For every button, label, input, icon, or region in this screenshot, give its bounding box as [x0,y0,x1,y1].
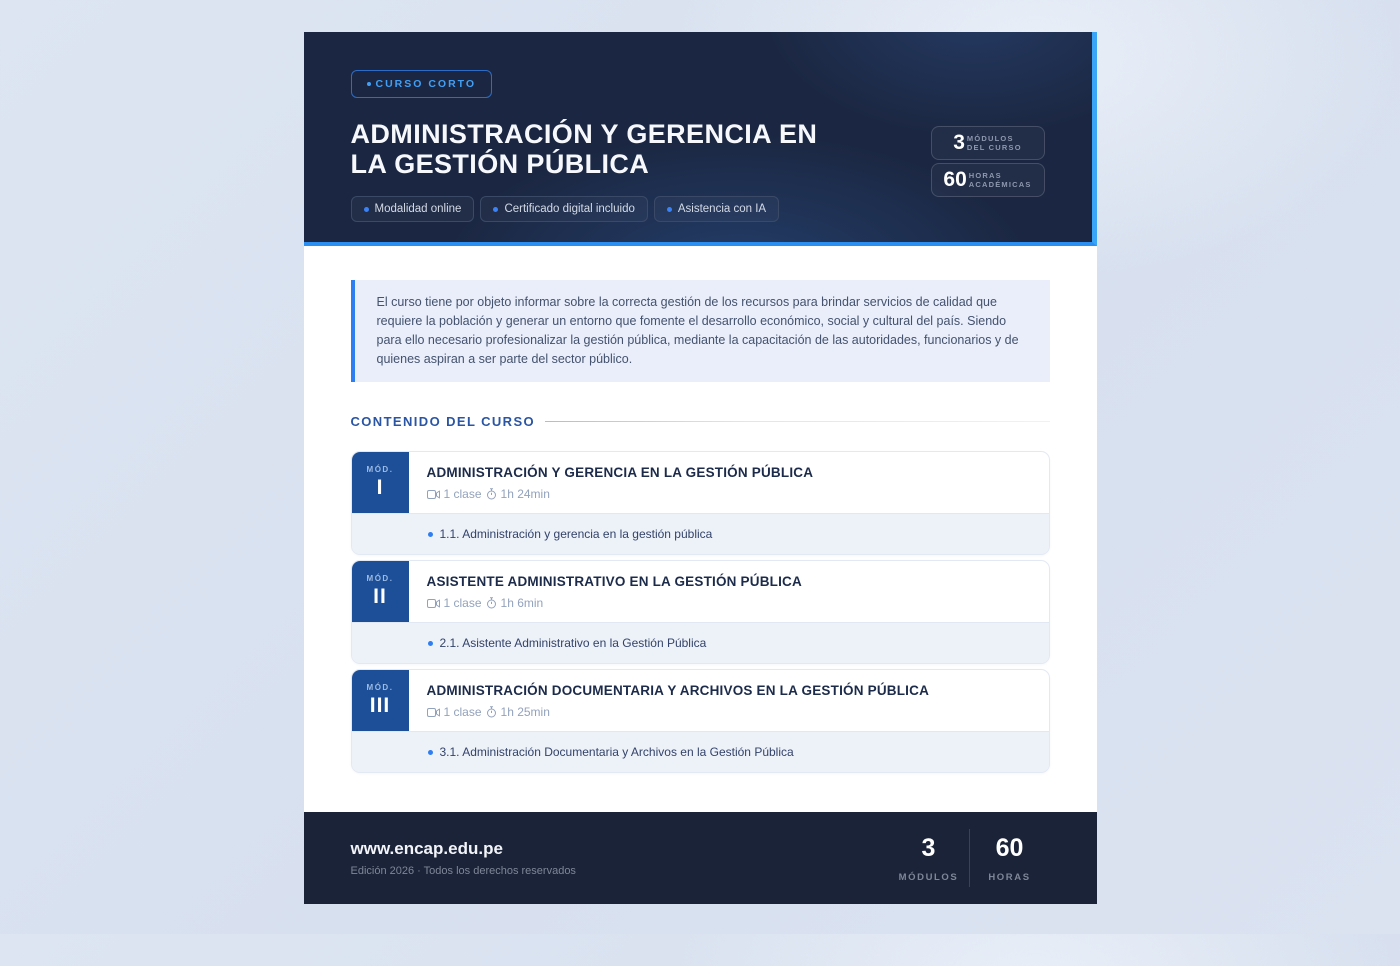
pill-asistencia [654,196,779,222]
module-2-number-badge [352,561,409,622]
stat-modules-label-line2: DEL CURSO [966,143,1022,152]
footer-stat-hours-value: 60 [995,833,1024,862]
pill-modalidad [351,196,475,222]
module-numeral: I [376,476,384,499]
course-type-badge [351,70,493,98]
footer-stat-modules-value: 3 [921,833,936,862]
pill-asistencia-label: Asistencia con IA [677,203,767,215]
pill-modalidad-label: Modalidad online [374,203,462,215]
bullet-icon [428,532,433,537]
stat-modules [931,126,1045,160]
module-2-main [409,561,820,622]
stat-hours-value: 60 [943,168,967,191]
module-2-classes [427,596,482,610]
module-label: MÓD. [366,683,394,692]
module-1-duration [486,487,550,501]
stat-hours-label-line2: ACADÉMICAS [968,180,1032,189]
page-title-line1: ADMINISTRACIÓN Y GERENCIA EN [350,119,818,149]
module-2-meta [427,596,802,610]
footer-left [351,839,576,877]
course-description: El curso tiene por objeto informar sobre la correcta gestión de los recursos para brindar servicios de calidad que requiere la población y generar un entorno que fomente el desarrollo económico, social y cultural del país. Siendo para ello necesario profesionalizar la gestión pública, mediante la capacitación de las autoridades, funcionarios y de quienes aspiran a ser parte del sector público. [351,280,1050,382]
module-1-classes-label: 1 clase [443,487,482,501]
course-type-label: CURSO CORTO [375,78,477,90]
module-numeral: III [369,694,391,717]
copyright-text: Edición 2026 · Todos los derechos reservados [350,865,576,877]
module-1-duration-label: 1h 24min [500,487,550,501]
module-3-title: ADMINISTRACIÓN DOCUMENTARIA Y ARCHIVOS EN LA GESTIÓN PÚBLICA [426,683,930,698]
module-2-duration [486,596,544,610]
module-1-lesson-label: 1.1. Administración y gerencia en la gestión pública [439,527,713,541]
module-3-duration [486,705,550,719]
bullet-icon [428,641,433,646]
section-heading-label: CONTENIDO DEL CURSO [350,414,536,429]
module-1-title: ADMINISTRACIÓN Y GERENCIA EN LA GESTIÓN PÚBLICA [426,465,814,480]
stat-hours [931,163,1045,197]
pill-certificado-label: Certificado digital incluido [504,203,635,215]
module-3-number-badge [352,670,409,731]
video-icon [427,598,440,609]
module-1-classes [427,487,482,501]
hero-stats [931,126,1045,197]
stat-hours-label-line1: HORAS [968,171,1002,180]
pill-certificado [480,196,647,222]
module-3-main [409,670,948,731]
module-3-meta [427,705,930,719]
module-3-header[interactable] [352,670,1049,731]
module-2-lesson-row[interactable] [352,622,1049,663]
hero-banner [304,32,1097,246]
feature-pills [351,196,1045,222]
module-3-classes [427,705,482,719]
site-url-link[interactable]: www.encap.edu.pe [350,839,503,858]
module-numeral: II [373,585,387,608]
module-2-classes-label: 1 clase [443,596,482,610]
heading-rule [545,421,1049,422]
stat-modules-label-line1: MÓDULOS [966,134,1014,143]
module-item-2 [351,560,1050,664]
footer-stat-modules [889,834,969,883]
bullet-icon [367,82,371,86]
video-icon [427,489,440,500]
module-item-3 [351,669,1050,773]
clock-icon [486,597,497,609]
module-label: MÓD. [366,465,394,474]
content-card [304,246,1097,812]
stat-modules-value: 3 [953,131,965,154]
module-3-lesson-row[interactable] [352,731,1049,772]
module-1-main [409,452,832,513]
module-2-duration-label: 1h 6min [500,596,544,610]
module-3-lesson-label: 3.1. Administración Documentaria y Archivos en la Gestión Pública [439,745,794,759]
module-list [351,451,1050,773]
stat-modules-label [967,134,1022,152]
page-title-line2: LA GESTIÓN PÚBLICA [350,149,650,179]
module-label: MÓD. [366,574,394,583]
footer-stat-hours-label: HORAS [988,871,1031,883]
bullet-icon [428,750,433,755]
page-column [304,32,1097,904]
module-1-header[interactable] [352,452,1049,513]
module-1-number-badge [352,452,409,513]
module-1-lesson-row[interactable] [352,513,1049,554]
footer [304,812,1097,904]
module-2-title: ASISTENTE ADMINISTRATIVO EN LA GESTIÓN PÚBLICA [426,574,802,589]
bullet-icon [493,207,498,212]
footer-stats [889,829,1050,887]
module-3-classes-label: 1 clase [443,705,482,719]
bullet-icon [667,207,672,212]
video-icon [427,707,440,718]
module-3-duration-label: 1h 25min [500,705,550,719]
footer-stat-modules-label: MÓDULOS [898,871,959,883]
clock-icon [486,706,497,718]
footer-stat-hours [970,834,1050,883]
module-item-1 [351,451,1050,555]
stat-hours-label [969,171,1032,189]
clock-icon [486,488,497,500]
section-heading [351,414,1050,429]
bullet-icon [364,207,369,212]
module-2-lesson-label: 2.1. Asistente Administrativo en la Gestión Pública [439,636,707,650]
module-1-meta [427,487,814,501]
module-2-header[interactable] [352,561,1049,622]
